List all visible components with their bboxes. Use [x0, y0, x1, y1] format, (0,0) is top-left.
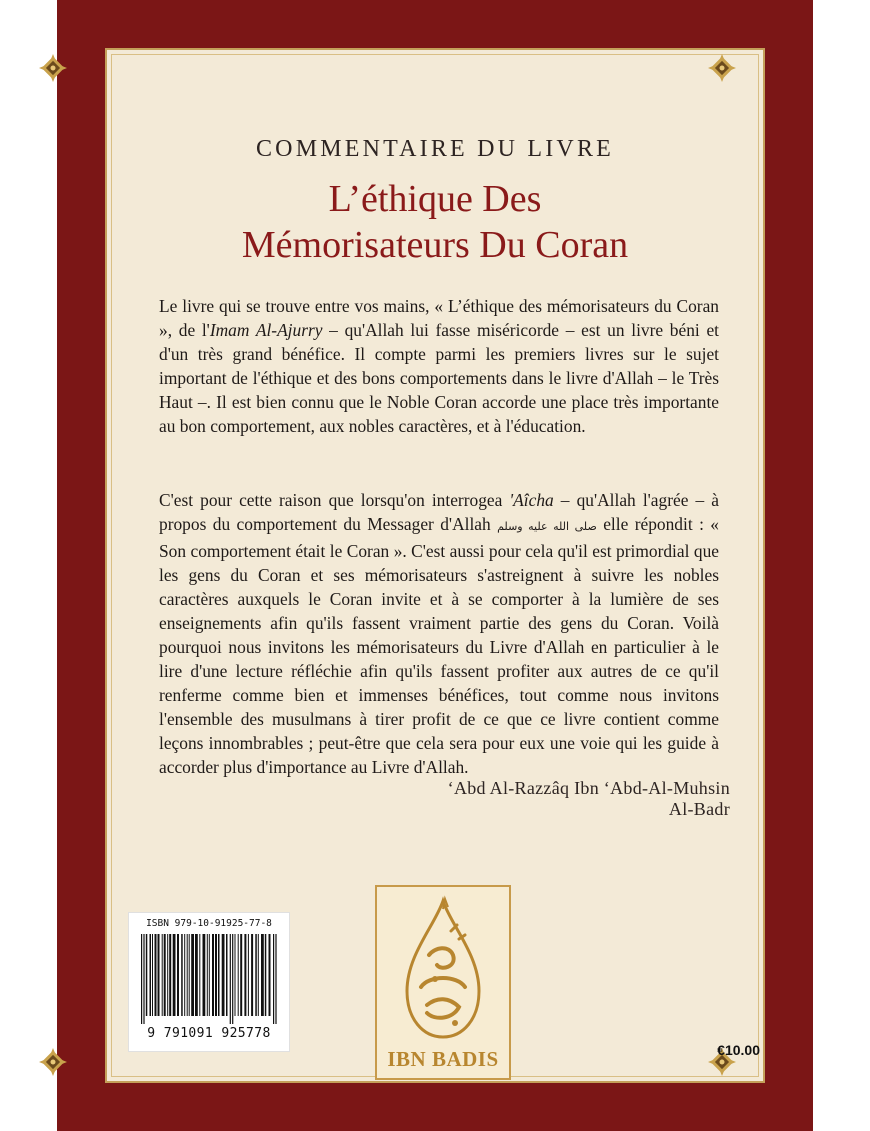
publisher-logo [375, 885, 511, 1080]
publisher-name: IBN BADIS [387, 1047, 499, 1071]
paragraph-1-text-b: – qu'Allah lui fasse miséricorde – est un livre béni et d'un très grand bénéfice. Il compte parmi les premiers livres sur le sujet important de l'éthique et des bons comportements dans le livre d'Allah – le Très Haut –. Il est bien connu que le Noble Coran accorde une place très importante au bon comportement, aux nobles caractères, et à l'éducation. [159, 320, 719, 436]
corner-ornament-bottom-left-icon [38, 1047, 68, 1077]
isbn-barcode [128, 912, 290, 1052]
corner-ornament-top-right-icon [707, 53, 737, 83]
description-paragraph-1 [159, 294, 719, 438]
author-name: ‘Abd Al-Razzâq Ibn ‘Abd-Al-Muhsin Al-Badr [447, 778, 730, 819]
corner-ornament-top-left-icon [38, 53, 68, 83]
book-title-line-2: Mémorisateurs Du Coran [241, 224, 629, 266]
paragraph-2-text-a: C'est pour cette raison que lorsqu'on interrogea [159, 490, 510, 510]
aicha-name: 'Aîcha [509, 490, 554, 510]
arabic-salutation: صلى الله عليه وسلم [497, 520, 597, 533]
barcode-digits: 9 791091 925778 [147, 1026, 271, 1041]
barcode-bars-icon [139, 934, 279, 1024]
isbn-label: ISBN 979-10-91925-77-8 [146, 918, 272, 929]
book-title-line-1: L’éthique Des [328, 178, 542, 220]
description-paragraph-2 [159, 488, 719, 779]
book-subtitle: COMMENTAIRE DU LIVRE [255, 136, 615, 162]
price-label: €10.00 [717, 1042, 760, 1058]
arabic-calligraphy-drop-logo-icon [399, 895, 487, 1045]
paragraph-2-text-c: elle répondit : « Son comportement était le Coran ». C'est aussi pour cela qu'il est primordial que les gens du Coran et ses mémorisateurs s'astreignent à suivre les nobles caractères auxquels le Coran invite et à se comporter à la lumière de ses enseignements afin qu'ils fassent vraiment partie des gens du Coran. Voilà pourquoi nous invitons les mémorisateurs du Livre d'Allah en particulier à le lire d'une lecture réfléchie afin qu'ils fassent profiter aux autres de ce qu'il renferme comme bien et immenses bénéfices, tout comme nous invitons l'ensemble des musulmans à tirer profit de ce que ce livre contient comme leçons innombrables ; peut-être que cela sera pour eux une voie qui les guide à accorder plus d'importance au Livre d'Allah. [159, 514, 720, 777]
paragraph-1-text-a: Le livre qui se trouve entre vos mains, « L’éthique des mémorisateurs du Coran », de l' [159, 296, 719, 340]
paragraph-2-text-b: – qu'Allah l'agrée – à propos du comportement du Messager d'Allah [159, 490, 720, 534]
imam-name: Imam Al-Ajurry [209, 320, 323, 340]
